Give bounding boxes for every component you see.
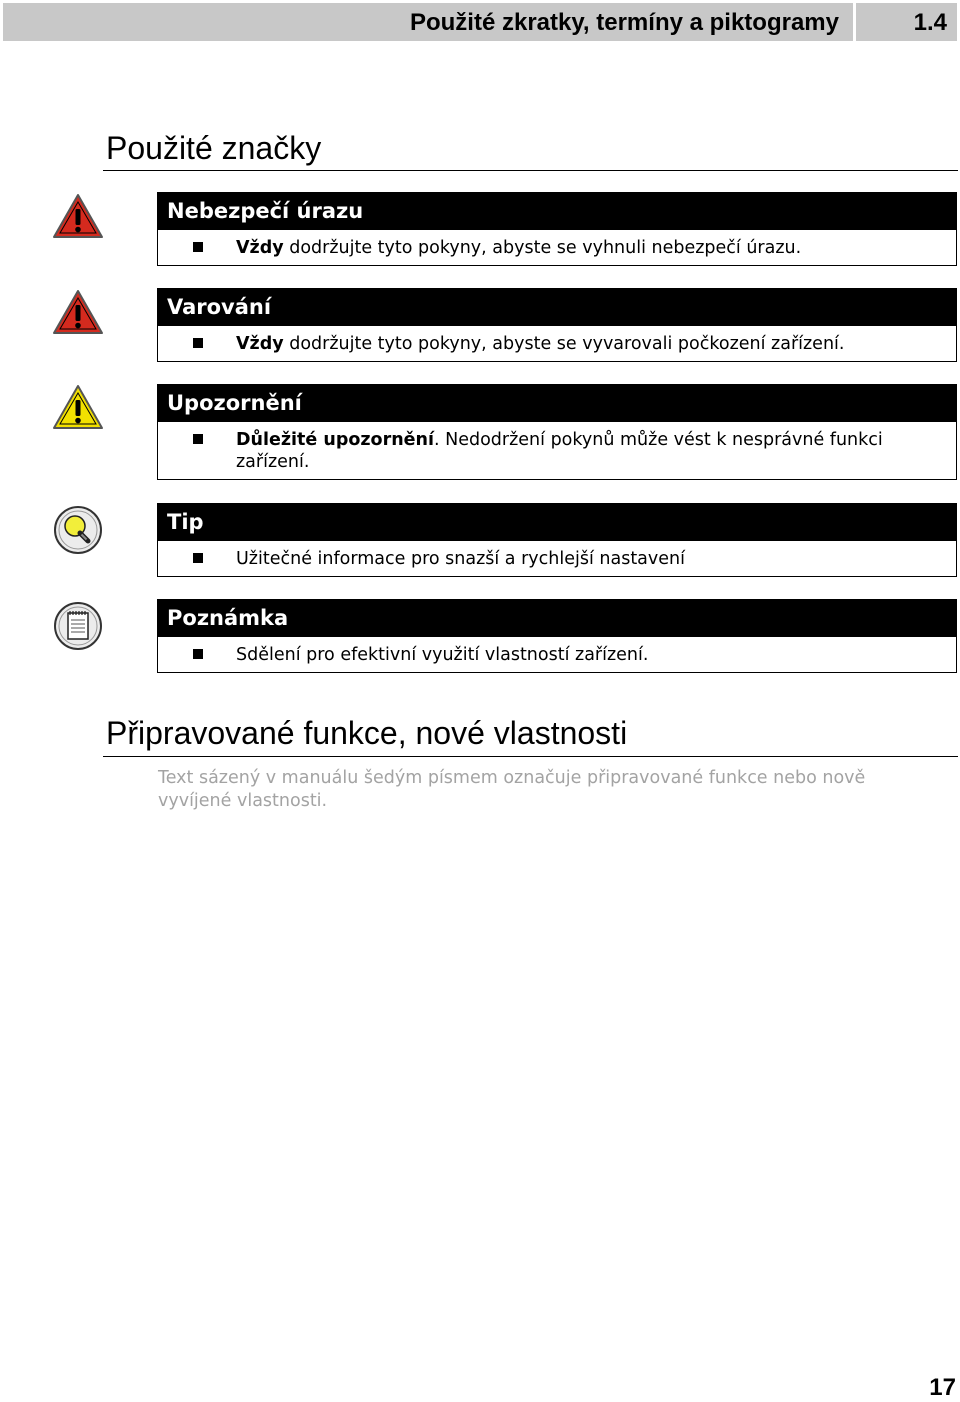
bullet-square: [193, 434, 203, 444]
page-header-section-number: 1.4: [856, 3, 957, 41]
page-header-title: Použité zkratky, termíny a piktogramy: [3, 3, 853, 41]
notice-caution: [157, 384, 957, 480]
notice-caution-text: . Nedodržení pokynů může vést k nesprávné funkci zařízení.: [236, 430, 883, 472]
notice-caution-title: Upozornění: [157, 384, 957, 422]
notice-tip-text: Užitečné informace pro snazší a rychlejší nastavení: [236, 549, 685, 569]
bullet-square: [193, 649, 203, 659]
notice-caution-bold: Důležité upozornění: [236, 430, 434, 450]
notice-caution-body: [157, 422, 957, 480]
section-rule: [103, 170, 958, 171]
notice-tip-body: [157, 541, 957, 577]
lightbulb-icon: [52, 504, 104, 556]
notice-warning-text: dodržujte tyto pokyny, abyste se vyvarovali počkození zařízení.: [283, 334, 845, 354]
yellow-warning-triangle-icon: [52, 382, 104, 434]
bullet-square: [193, 553, 203, 563]
notice-note: [157, 599, 957, 673]
notice-danger-body: [157, 230, 957, 266]
notice-tip-title: Tip: [157, 503, 957, 541]
upcoming-features-text: Text sázený v manuálu šedým písmem označuje připravované funkce nebo nově vyvíjené vlastnosti.: [158, 768, 866, 811]
bullet-square: [193, 338, 203, 348]
bullet-square: [193, 242, 203, 252]
section-rule: [103, 756, 958, 757]
notice-warning-title: Varování: [157, 288, 957, 326]
notice-warning: [157, 288, 957, 362]
section-title-signs: Použité značky: [106, 130, 322, 166]
section-title-upcoming: Připravované funkce, nové vlastnosti: [106, 715, 628, 751]
notice-danger-text: dodržujte tyto pokyny, abyste se vyhnuli nebezpečí úrazu.: [283, 238, 802, 258]
notice-note-body: [157, 637, 957, 673]
notice-tip: [157, 503, 957, 577]
notice-danger: [157, 192, 957, 266]
red-warning-triangle-icon: [52, 191, 104, 243]
notice-note-title: Poznámka: [157, 599, 957, 637]
red-warning-triangle-icon: [52, 287, 104, 339]
page-number: 17: [929, 1374, 956, 1401]
notice-danger-bold: Vždy: [236, 238, 284, 258]
notepad-icon: [52, 600, 104, 652]
notice-note-text: Sdělení pro efektivní využití vlastností zařízení.: [236, 645, 649, 665]
notice-warning-bold: Vždy: [236, 334, 284, 354]
notice-warning-body: [157, 326, 957, 362]
notice-danger-title: Nebezpečí úrazu: [157, 192, 957, 230]
